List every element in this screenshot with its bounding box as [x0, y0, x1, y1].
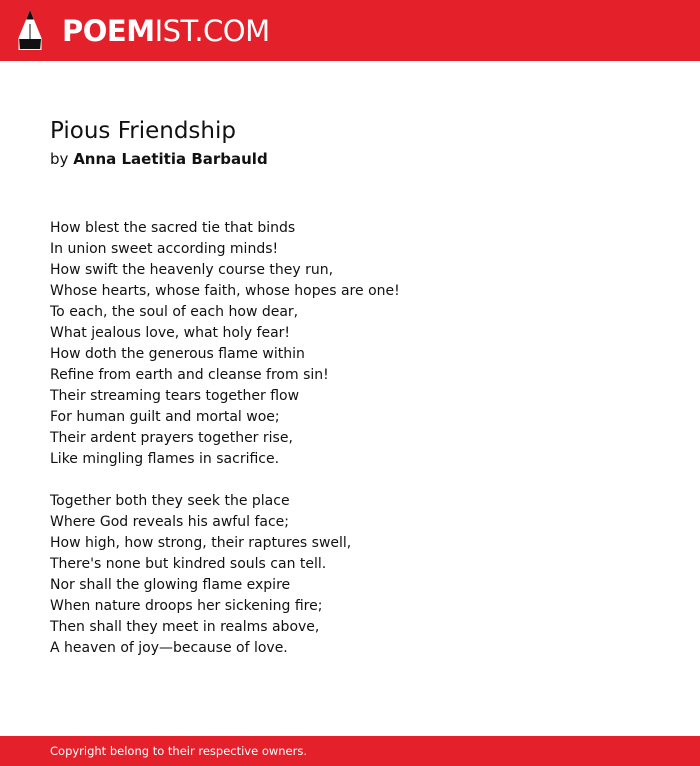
poem-line: Whose hearts, whose faith, whose hopes are one! — [50, 283, 400, 299]
poem-line: In union sweet according minds! — [50, 241, 279, 257]
poem-line: Together both they seek the place — [50, 493, 290, 509]
poem-line: To each, the soul of each how dear, — [50, 304, 299, 320]
poem-line: Nor shall the glowing flame expire — [50, 577, 291, 593]
poem-line: There's none but kindred souls can tell. — [50, 556, 327, 572]
poem-line: How doth the generous flame within — [50, 346, 305, 362]
poem-line: What jealous love, what holy fear! — [50, 325, 291, 341]
author-name: Anna Laetitia Barbauld — [73, 150, 268, 168]
poem-line: When nature droops her sickening fire; — [50, 598, 323, 614]
poem-title: Pious Friendship — [50, 118, 236, 144]
poem-line: How high, how strong, their raptures swell, — [50, 535, 352, 551]
poem-line: For human guilt and mortal woe; — [50, 409, 280, 425]
brand-light: IST.COM — [154, 14, 270, 48]
byline — [50, 148, 268, 170]
site-footer — [0, 736, 700, 766]
poem-line: Then shall they meet in realms above, — [50, 619, 320, 635]
by-label: by — [50, 150, 69, 168]
poem-line: A heaven of joy—because of love. — [50, 640, 288, 656]
poem-line: Their streaming tears together flow — [50, 388, 300, 404]
poem-line: Like mingling flames in sacrifice. — [50, 451, 280, 467]
site-logo[interactable] — [62, 12, 270, 50]
poem-line: How blest the sacred tie that binds — [50, 220, 296, 236]
brand-strong: POEM — [62, 14, 155, 48]
site-header — [0, 0, 700, 61]
copyright-text: Copyright belong to their respective owners. — [50, 744, 308, 758]
poem-line: Where God reveals his awful face; — [50, 514, 289, 530]
poem-line: How swift the heavenly course they run, — [50, 262, 334, 278]
pencil-icon[interactable] — [17, 9, 43, 51]
stanza-2 — [50, 491, 650, 659]
poem-body — [50, 218, 650, 680]
poem-line: Their ardent prayers together rise, — [50, 430, 293, 446]
poem-line: Refine from earth and cleanse from sin! — [50, 367, 329, 383]
stanza-1 — [50, 218, 650, 470]
